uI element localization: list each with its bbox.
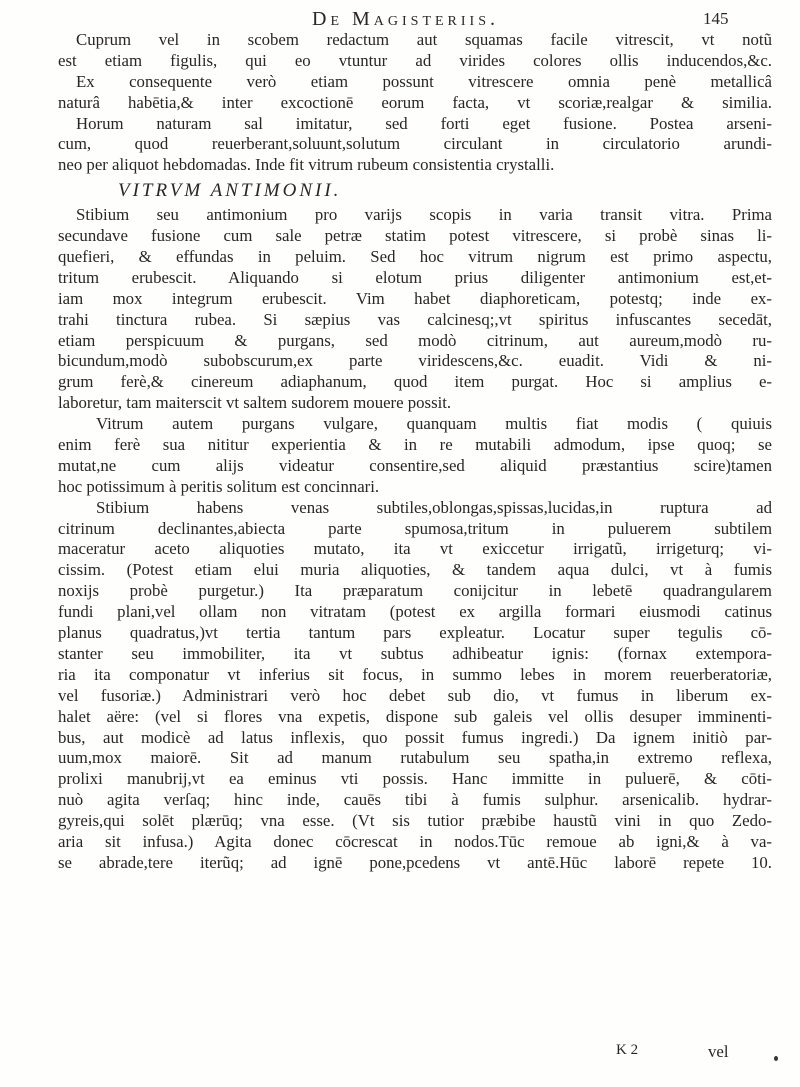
text-line: stanter seu immobiliter, ita vt subtus adhibeatur ignis: (fornax extempora- xyxy=(58,643,772,663)
text-line: naturâ habētia,& inter excoctionē eorum facta, vt scoriæ,realgar & similia. xyxy=(58,92,772,112)
text-line: fundi plani,vel ollam non vitratam (potest ex argilla formari eiusmodi catinus xyxy=(58,602,772,622)
text-line: quefieri, & effundas in peluim. Sed hoc vitrum nigrum est primo aspectu, xyxy=(58,247,772,267)
text-line: hoc potissimum à peritis solitum est concinnari. xyxy=(58,476,380,496)
text-line: Vitrum autem purgans vulgare, quanquam multis fiat modis ( quiuis xyxy=(96,414,772,434)
text-line: nuò agita verſaq; hinc inde, cauēs tibi à fumis sulphur. arsenicalib. hydrar- xyxy=(58,790,772,810)
text-line: cum, quod reuerberant,soluunt,solutum circulant in circulatorio arundi- xyxy=(58,134,772,154)
paragraph-vitrum-purgans xyxy=(58,414,772,498)
text-line: halet aëre: (vel si flores vna expetis, dispone sub galeis vel ollis desuper imminenti- xyxy=(58,706,772,726)
text-line: bicundum,modò subobscurum,ex parte viridescens,&c. euadit. Vidi & ni- xyxy=(58,351,772,371)
text-line: mutat,ne cum alijs videatur consentire,sed aliquid præstantius scire)tamen xyxy=(58,455,772,475)
text-line: cissim. (Potest etiam elui muria aliquoties, & tandem aqua dulci, vt à fumis xyxy=(58,560,772,580)
text-line: maceratur aceto aliquoties mutato, ita vt exiccetur irrigatũ, irrigeturq; vi- xyxy=(58,539,772,559)
text-line: bus, aut modicè ad latus inflexis, quo possit fumus ingredi.) Da ignem initiò par- xyxy=(58,727,772,747)
text-line: gyreis,qui solēt plærūq; vna esse. (Vt sis tutior præbibe haustũ vini in quo Zedo- xyxy=(58,811,772,831)
paragraph-stibium xyxy=(58,205,772,414)
text-line: laboretur, tam maiterscit vt saltem sudorem mouere possit. xyxy=(58,393,452,413)
text-line: secundave fusione cum sale petræ statim potest vitrescere, si probè sinas li- xyxy=(58,226,772,246)
page-number: 145 xyxy=(703,9,729,28)
text-line: noxijs probè purgetur.) Ita præparatum conijcitur in lebetē quadrangularem xyxy=(58,581,772,601)
text-line: Cuprum vel in scobem redactum aut squamas facile vitrescit, vt notũ xyxy=(76,30,772,49)
section-heading: VITRVM ANTIMONII. xyxy=(118,180,342,202)
text-line: ria ita componatur vt inferius sit focus, in summo lebes in morem reuerberatoriæ, xyxy=(58,664,772,684)
text-line: Stibium habens venas subtiles,oblongas,spissas,lucidas,in ruptura ad xyxy=(96,497,772,517)
text-line: Ex consequente verò etiam possunt vitrescere omnia penè metallicâ xyxy=(76,71,772,91)
text-line: prolixi manubrij,vt ea eminus vti possis. Hanc immitte in puluerē, & cōti- xyxy=(58,769,772,789)
text-line: planus quadratus,)vt tertia tantum pars expleatur. Locatur super tegulis cō- xyxy=(58,623,772,643)
signature-mark: K 2 xyxy=(616,1042,639,1058)
ink-speck xyxy=(774,1056,778,1061)
text-line: vel fusoriæ.) Administrari verò hoc debet sub dio, vt fumus in liberum ex- xyxy=(58,685,772,705)
text-line: Horum naturam sal imitatur, sed forti eget fusione. Postea arseni- xyxy=(76,113,772,133)
text-line: est etiam figulis, qui eo vtuntur ad virides colores ollis inducendos,&c. xyxy=(58,50,772,70)
paragraph-cuprum xyxy=(58,30,772,176)
text-line: aria sit infusa.) Agita donec cōcrescat in nodos.Tūc remoue ab igni,& à va- xyxy=(58,831,772,851)
text-block xyxy=(58,30,772,874)
text-line: se abrade,tere iterũq; ad ignē pone,pcedens vt antē.Hūc laborē repete 10. xyxy=(58,852,772,872)
text-line: iam mox integrum erubescit. Vim habet diaphoreticam, potestq; inde ex- xyxy=(58,288,772,308)
running-title: De Magisteriis. xyxy=(312,8,499,30)
text-line: grum ferè,& cinereum adiaphanum, quod item purgat. Hoc si amplius e- xyxy=(58,372,772,392)
text-line: Stibium seu antimonium pro varijs scopis in varia transit vitra. Prima xyxy=(76,205,772,225)
text-line: etiam perspicuum & purgans, sed modò citrinum, aut aureum,modò ru- xyxy=(58,330,772,350)
page-footer xyxy=(0,1042,800,1064)
paragraph-preparatio xyxy=(58,498,772,874)
text-line: enim ferè sua nititur experientia & in re mutabili admodum, ipse quoq; se xyxy=(58,435,772,455)
text-line: uum,mox maiorē. Sit ad manum rutabulum seu spatha,in extremo reflexa, xyxy=(58,748,772,768)
text-line: citrinum declinantes,abiecta parte spumosa,tritum in puluerem subtilem xyxy=(58,518,772,538)
catchword: vel xyxy=(708,1042,729,1061)
text-line: tritum erubescit. Aliquando si elotum prius diligenter antimonium est,et- xyxy=(58,267,772,287)
text-line: neo per aliquot hebdomadas. Inde fit vitrum rubeum consistentia crystalli. xyxy=(58,155,555,175)
text-line: trahi tinctura rubea. Si sæpius vas calcinesq;,vt spiritus infuscantes secedāt, xyxy=(58,309,772,329)
